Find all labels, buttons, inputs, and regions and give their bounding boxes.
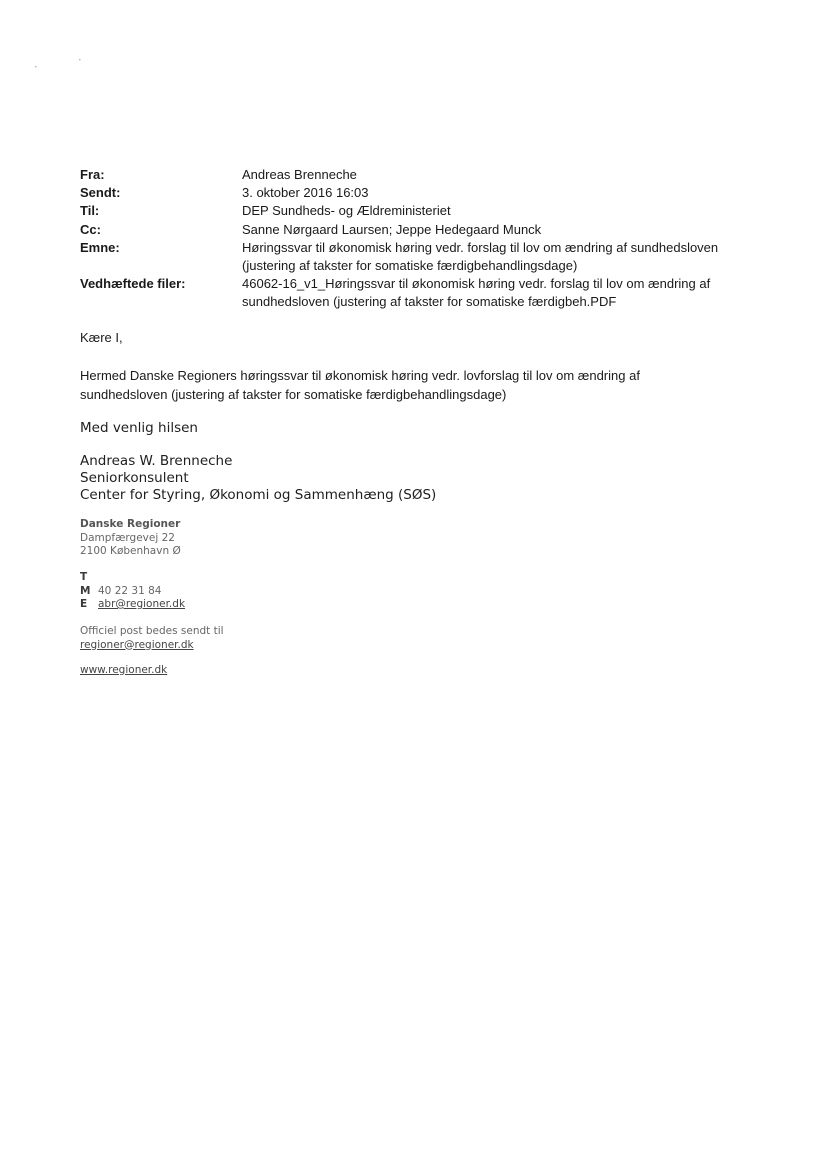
signature-department: Center for Styring, Økonomi og Sammenhæng (SØS): [80, 487, 437, 503]
mobile-number: 40 22 31 84: [98, 584, 162, 597]
header-label: Vedhæftede filer:: [80, 276, 186, 292]
email-link[interactable]: abr@regioner.dk: [98, 598, 186, 610]
signature-block: [80, 453, 436, 504]
email-key: E: [80, 598, 88, 610]
header-value: 3. oktober 2016 16:03: [242, 185, 369, 201]
phone-key: T: [80, 571, 88, 583]
header-label: Emne:: [80, 239, 120, 255]
scan-artifact: •: [34, 64, 38, 71]
scan-artifact: •: [78, 57, 82, 64]
website: [80, 664, 167, 678]
header-label: Fra:: [80, 167, 105, 182]
header-label: Sendt:: [80, 185, 121, 201]
email-header: [80, 166, 760, 312]
official-post: [80, 625, 224, 652]
contact-numbers: [80, 571, 185, 612]
header-row-from: [80, 166, 760, 184]
website-link[interactable]: www.regioner.dk: [80, 664, 168, 676]
header-row-cc: [80, 221, 760, 239]
header-row-to: [80, 202, 760, 220]
mobile-key: M: [80, 584, 91, 597]
attachment-filename[interactable]: 46062-16_v1_Høringssvar til økonomisk høring vedr. forslag til lov om ændring af sundhedsloven (justering af takster for somatiske færdigbeh.PDF: [242, 276, 711, 310]
greeting: Kære I,: [80, 330, 123, 345]
header-row-attachments: [80, 275, 760, 311]
city-address: 2100 København Ø: [80, 545, 181, 557]
header-value: Sanne Nørgaard Laursen; Jeppe Hedegaard Munck: [242, 221, 542, 237]
contact-address: [80, 518, 181, 559]
header-label: Til:: [80, 203, 100, 219]
closing: Med venlig hilsen: [80, 420, 198, 436]
street-address: Dampfærgevej 22: [80, 531, 175, 544]
official-email-link[interactable]: regioner@regioner.dk: [80, 638, 194, 651]
header-label: Cc:: [80, 221, 101, 237]
body-paragraph: Hermed Danske Regioners høringssvar til økonomisk høring vedr. lovforslag til lov om ændring af sundhedsloven (justering af takster for somatiske færdigbehandlingsdage): [80, 368, 640, 402]
header-row-subject: [80, 239, 760, 275]
organization-name: Danske Regioner: [80, 518, 181, 530]
phone-line: [80, 571, 185, 585]
signature-title: Seniorkonsulent: [80, 470, 189, 486]
header-row-sent: [80, 184, 760, 202]
header-value: DEP Sundheds- og Ældreministeriet: [242, 203, 451, 219]
official-post-note: Officiel post bedes sendt til: [80, 625, 224, 637]
email-line: [80, 598, 185, 612]
mobile-line: [80, 585, 185, 599]
header-value: Andreas Brenneche: [242, 167, 357, 182]
header-value: Høringssvar til økonomisk høring vedr. forslag til lov om ændring af sundhedsloven (justering af takster for somatiske færdigbehandlingsdage): [242, 239, 719, 274]
signature-name: Andreas W. Brenneche: [80, 453, 233, 469]
